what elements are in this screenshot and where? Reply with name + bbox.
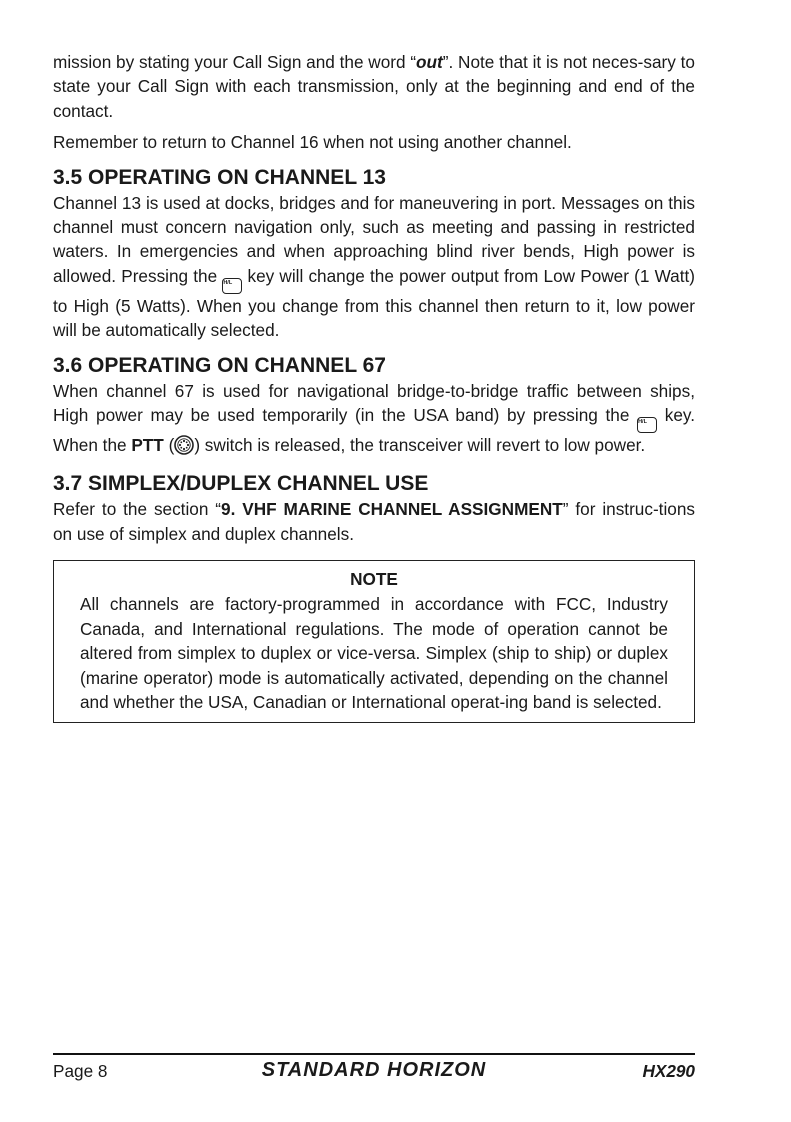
intro-paragraph-2: Remember to return to Channel 16 when not using another channel. — [53, 132, 572, 153]
section-3-5-text-a: Channel 13 is used at docks, bridges and for maneuvering in port. Messages on this channel must concern navigation only, such as meeting and passing in restricted waters. In emergencies and when approaching blind river bends, High power is allowed. Pressing the — [53, 192, 695, 286]
section-3-7-text-a: Refer to the section “ — [53, 499, 222, 520]
section-3-7-body — [53, 497, 695, 546]
section-3-6-heading: 3.6 OPERATING ON CHANNEL 67 — [53, 353, 386, 377]
intro-paragraph-1 — [53, 50, 695, 123]
hl-key-icon: H/L — [637, 417, 657, 433]
section-3-5-body — [53, 191, 695, 343]
section-3-6-text-b: key. When the — [53, 405, 695, 456]
section-3-6-text-d: ) switch is released, the transceiver will revert to low power. — [194, 435, 646, 456]
intro-text-b: ”. Note that it is not neces-sary to state your Call Sign with each transmission, only at the beginning and end of the contact. — [53, 52, 695, 121]
section-reference: 9. VHF MARINE CHANNEL ASSIGNMENT — [221, 499, 563, 520]
section-3-5-text-b: key will change the power output from Low Power (1 Watt) to High (5 Watts). When you change from this channel then return to it, low power will be automatically selected. — [53, 265, 695, 341]
page-footer — [53, 1059, 695, 1085]
brand-logo: STANDARD HORIZON — [261, 1059, 487, 1081]
note-body: All channels are factory-programmed in accordance with FCC, Industry Canada, and International regulations. The mode of operation cannot be altered from simplex to duplex or vice-versa. Simplex (ship to ship) or duplex (marine operator) mode is automatically activated, depending on the channel and whether the USA, Canadian or International operat-ing band is selected. — [80, 594, 668, 712]
hl-key-icon: H/L — [222, 278, 242, 294]
out-word: out — [416, 52, 443, 72]
section-3-6-body — [53, 379, 695, 462]
model-name: HX290 — [642, 1061, 695, 1081]
section-3-7-text-b: ” for instruc-tions on use of simplex and duplex channels. — [53, 499, 695, 544]
section-3-6-text-c: ( — [163, 435, 175, 456]
ptt-switch-icon — [174, 435, 194, 461]
section-3-7-heading: 3.7 SIMPLEX/DUPLEX CHANNEL USE — [53, 472, 429, 496]
ptt-label: PTT — [131, 435, 164, 456]
intro-text-a: mission by stating your Call Sign and the word “ — [53, 52, 417, 72]
page-number: Page 8 — [53, 1061, 108, 1081]
section-3-6-text-a: When channel 67 is used for navigational bridge-to-bridge traffic between ships, High power may be used temporarily (in the USA band) by pressing the — [53, 380, 695, 426]
footer-divider — [53, 1053, 695, 1055]
page-content — [53, 50, 695, 723]
note-box — [53, 560, 695, 723]
note-title: NOTE — [350, 569, 398, 590]
section-3-5-heading: 3.5 OPERATING ON CHANNEL 13 — [53, 165, 386, 189]
